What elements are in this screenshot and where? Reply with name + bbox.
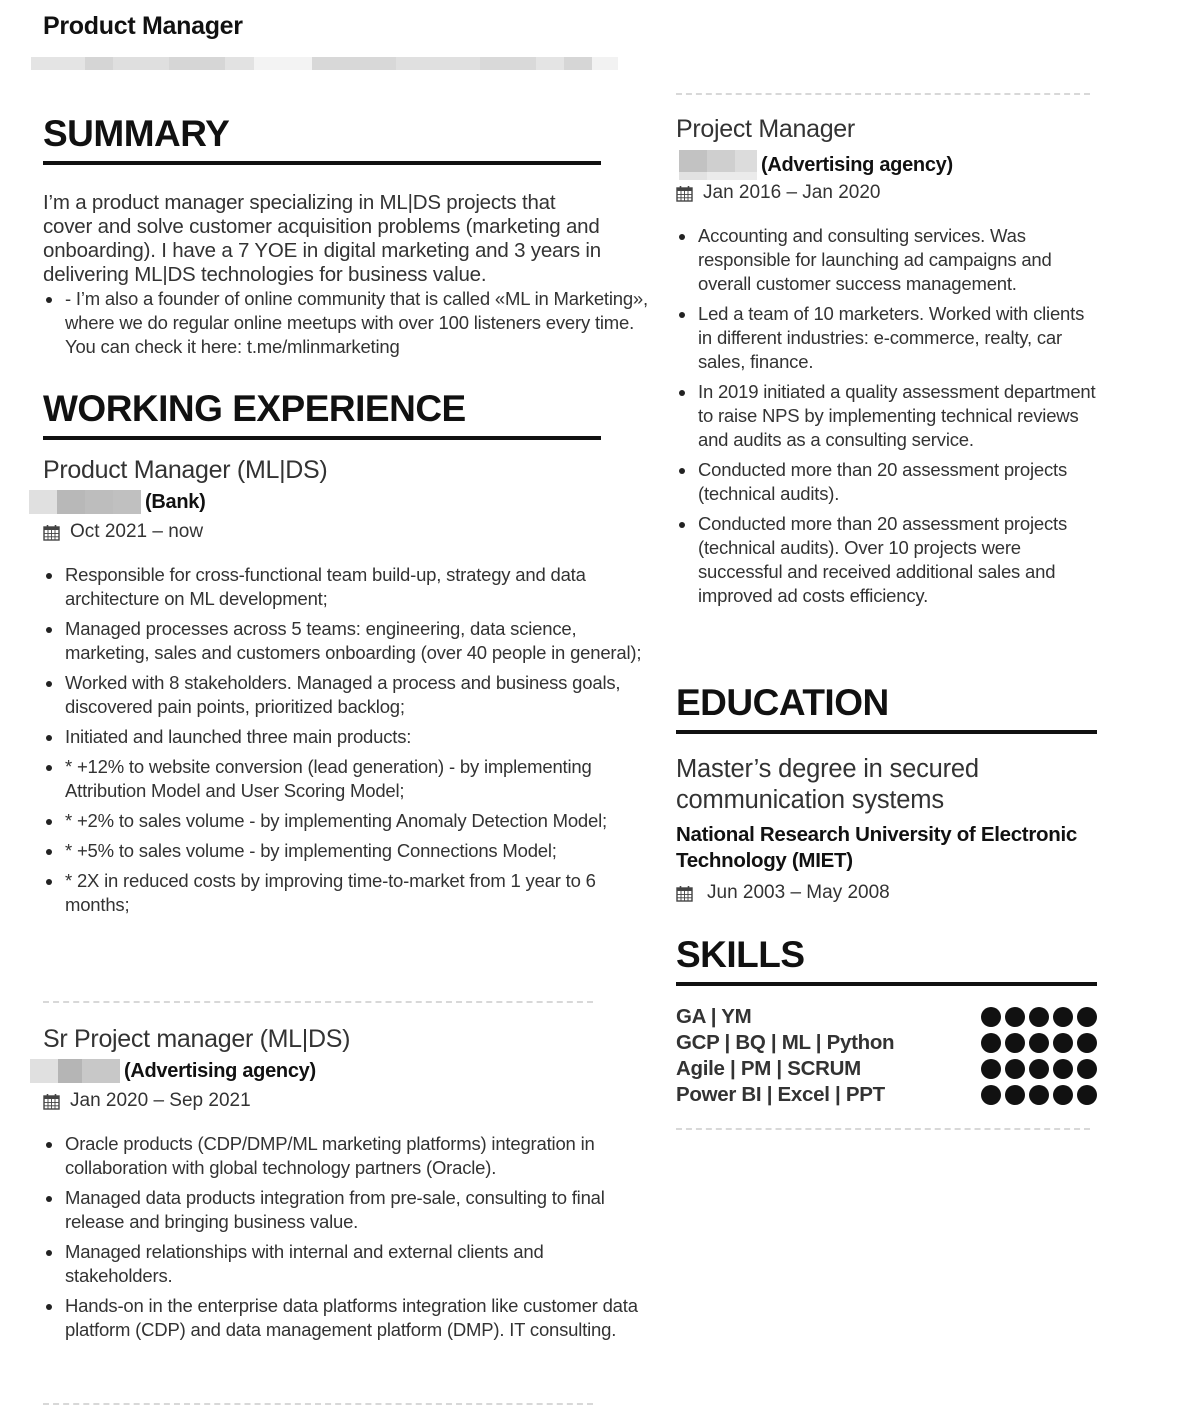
job-entry	[676, 114, 1100, 614]
skill-dot-filled	[981, 1085, 1001, 1105]
skill-name: Agile | PM | SCRUM	[676, 1057, 861, 1080]
job-entry	[43, 455, 643, 923]
redacted-contact-3	[312, 57, 618, 70]
education-dates: Jun 2003 – May 2008	[707, 882, 890, 903]
experience-heading: WORKING EXPERIENCE	[43, 388, 466, 429]
job-bullet: Managed relationships with internal and external clients and stakeholders.	[43, 1240, 643, 1288]
skill-dot-filled	[1005, 1033, 1025, 1053]
skill-dot-filled	[1029, 1085, 1049, 1105]
education-school: National Research University of Electronic Technology (MIET)	[676, 823, 1077, 872]
skill-level-dots	[981, 1085, 1097, 1105]
skill-row	[676, 1004, 1097, 1030]
date-row	[43, 1090, 643, 1112]
redacted-company-name	[30, 1059, 120, 1083]
job-title: Project Manager	[676, 115, 855, 143]
skill-dot-filled	[1077, 1007, 1097, 1027]
company-row	[679, 150, 1100, 180]
education-degree: Master’s degree in secured communication systems	[676, 755, 979, 814]
education-heading: EDUCATION	[676, 682, 889, 723]
skill-name: Power BI | Excel | PPT	[676, 1083, 885, 1106]
skill-dot-filled	[1029, 1033, 1049, 1053]
skill-dot-filled	[1053, 1033, 1073, 1053]
skills-rule	[676, 982, 1097, 986]
skill-level-dots	[981, 1059, 1097, 1079]
skill-row	[676, 1082, 1097, 1108]
skill-dot-filled	[1029, 1059, 1049, 1079]
skill-level-dots	[981, 1007, 1097, 1027]
company-type: (Advertising agency)	[124, 1059, 316, 1082]
skill-dot-filled	[981, 1007, 1001, 1027]
job-title: Product Manager (ML|DS)	[43, 456, 328, 484]
education-rule	[676, 730, 1097, 734]
job-bullet: Conducted more than 20 assessment projects (technical audits).	[676, 458, 1100, 506]
dashed-separator	[676, 93, 1090, 95]
date-row	[43, 521, 643, 543]
experience-rule	[43, 436, 601, 440]
skill-dot-filled	[1077, 1059, 1097, 1079]
company-row	[30, 1058, 643, 1084]
skills-heading: SKILLS	[676, 934, 805, 975]
job-dates: Jan 2016 – Jan 2020	[703, 182, 881, 203]
skill-dot-filled	[1005, 1085, 1025, 1105]
calendar-icon	[676, 885, 693, 902]
summary-bullet: - I’m also a founder of online community that is called «ML in Marketing», where we do regular online meetups with over 100 listeners every time. You can check it here: t.me/mlinmarketing	[43, 287, 653, 359]
redacted-company-name	[29, 490, 141, 514]
date-row	[676, 882, 1097, 904]
job-bullet: * +5% to sales volume - by implementing Connections Model;	[43, 839, 643, 863]
job-bullet: Conducted more than 20 assessment projects (technical audits). Over 10 projects were successful and received additional sales and improved ad costs efficiency.	[676, 512, 1100, 608]
company-row	[29, 489, 643, 515]
job-bullet: Worked with 8 stakeholders. Managed a process and business goals, discovered pain points, prioritized backlog;	[43, 671, 643, 719]
experience-section	[43, 388, 601, 440]
skill-row	[676, 1030, 1097, 1056]
redacted-contact-2	[254, 57, 312, 70]
skill-dot-filled	[1077, 1085, 1097, 1105]
job-title: Sr Project manager (ML|DS)	[43, 1025, 351, 1053]
summary-section	[43, 113, 648, 359]
skill-name: GA | YM	[676, 1005, 752, 1028]
job-bullet: * 2X in reduced costs by improving time-to-market from 1 year to 6 months;	[43, 869, 643, 917]
skill-level-dots	[981, 1033, 1097, 1053]
job-bullet: * +12% to website conversion (lead generation) - by implementing Attribution Model and User Scoring Model;	[43, 755, 643, 803]
dashed-separator	[43, 1403, 593, 1405]
company-type: (Advertising agency)	[761, 153, 953, 176]
skill-dot-filled	[1005, 1007, 1025, 1027]
summary-rule	[43, 161, 601, 165]
skills-section	[676, 934, 1097, 1130]
summary-heading: SUMMARY	[43, 113, 230, 154]
skill-dot-filled	[1053, 1085, 1073, 1105]
summary-text: I’m a product manager specializing in ML|DS projects that cover and solve customer acquisition problems (marketing and onboarding). I have a 7 YOE in digital marketing and 3 years in delivering ML|DS technologies for business value.	[43, 191, 601, 286]
skill-dot-filled	[1029, 1007, 1049, 1027]
job-dates: Oct 2021 – now	[70, 521, 204, 542]
job-bullets	[43, 1132, 643, 1342]
job-bullets	[43, 563, 643, 917]
redacted-contact-1	[31, 57, 257, 70]
skill-name: GCP | BQ | ML | Python	[676, 1031, 895, 1054]
job-bullet: Managed data products integration from pre-sale, consulting to final release and bringing business value.	[43, 1186, 643, 1234]
job-bullet: * +2% to sales volume - by implementing Anomaly Detection Model;	[43, 809, 643, 833]
education-section	[676, 682, 1097, 904]
skill-dot-filled	[1077, 1033, 1097, 1053]
job-dates: Jan 2020 – Sep 2021	[70, 1090, 251, 1111]
dashed-separator	[676, 1128, 1090, 1130]
skill-dot-filled	[1053, 1059, 1073, 1079]
job-bullets	[676, 224, 1100, 608]
skill-dot-filled	[1053, 1007, 1073, 1027]
job-bullet: In 2019 initiated a quality assessment department to raise NPS by implementing technical reviews and audits as a consulting service.	[676, 380, 1100, 452]
job-entry	[43, 1024, 643, 1348]
job-bullet: Oracle products (CDP/DMP/ML marketing platforms) integration in collaboration with global technology partners (Oracle).	[43, 1132, 643, 1180]
date-row	[676, 182, 1100, 204]
skill-dot-filled	[981, 1033, 1001, 1053]
calendar-icon	[43, 1093, 60, 1110]
redacted-company-name	[679, 150, 757, 180]
job-bullet: Hands-on in the enterprise data platforms integration like customer data platform (CDP) and data management platform (DMP). IT consulting.	[43, 1294, 643, 1342]
job-bullet: Managed processes across 5 teams: engineering, data science, marketing, sales and customers onboarding (over 40 people in general);	[43, 617, 643, 665]
job-bullet: Led a team of 10 marketers. Worked with clients in different industries: e-commerce, realty, car sales, finance.	[676, 302, 1100, 374]
skill-dot-filled	[981, 1059, 1001, 1079]
summary-bullets	[43, 287, 653, 359]
resume-title: Product Manager	[43, 12, 243, 40]
job-bullet: Accounting and consulting services. Was responsible for launching ad campaigns and overall customer success management.	[676, 224, 1100, 296]
job-bullet: Responsible for cross-functional team build-up, strategy and data architecture on ML development;	[43, 563, 643, 611]
dashed-separator	[43, 1001, 593, 1003]
skill-row	[676, 1056, 1097, 1082]
skill-dot-filled	[1005, 1059, 1025, 1079]
company-type: (Bank)	[145, 490, 206, 513]
job-bullet: Initiated and launched three main products:	[43, 725, 643, 749]
calendar-icon	[43, 524, 60, 541]
skills-list	[676, 1004, 1097, 1108]
calendar-icon	[676, 185, 693, 202]
